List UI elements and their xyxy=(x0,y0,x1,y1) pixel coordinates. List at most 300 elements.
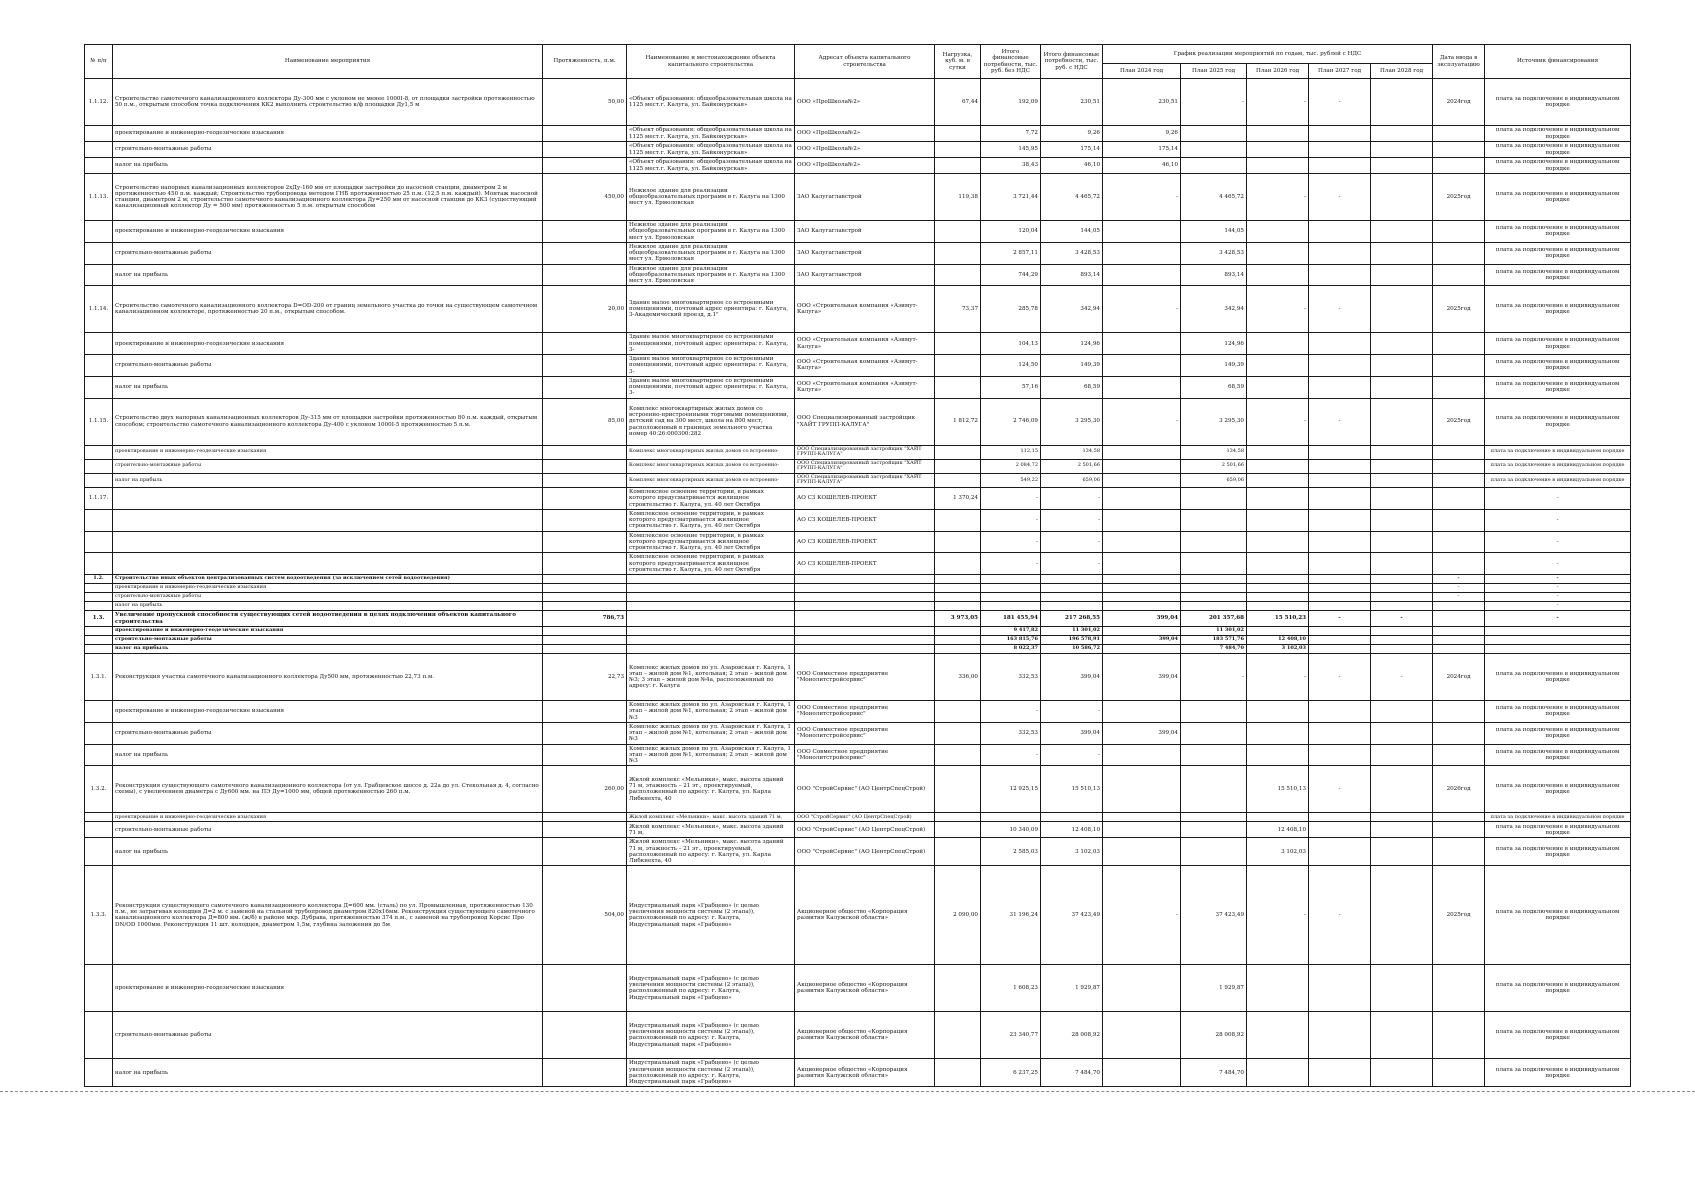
row-plan-2026: - xyxy=(1247,866,1309,965)
row-plan-2028 xyxy=(1371,286,1433,333)
row-plan-2027 xyxy=(1309,813,1371,822)
row-plan-2025 xyxy=(1181,584,1247,593)
row-length: 85,00 xyxy=(543,398,627,445)
row-funding-source: плата за подключение в индивидуальном порядке xyxy=(1485,459,1631,473)
row-total-vat: 399,04 xyxy=(1041,722,1103,744)
row-plan-2024 xyxy=(1103,1012,1181,1059)
row-commission-date: 2026год xyxy=(1433,766,1485,813)
row-plan-2025: 1 929,87 xyxy=(1181,965,1247,1012)
row-address xyxy=(795,645,935,654)
row-funding-source: плата за подключение в индивидуальном порядке xyxy=(1485,654,1631,701)
row-length: 450,00 xyxy=(543,174,627,221)
row-commission-date xyxy=(1433,158,1485,174)
row-plan-2025: 144,05 xyxy=(1181,221,1247,243)
row-plan-2028 xyxy=(1371,509,1433,531)
row-funding-source: плата за подключение в индивидуальном порядке xyxy=(1485,174,1631,221)
row-object: Индустриальный парк «Грабцево» (с целью увеличения мощности системы (2 этапа)), расположенный по адресу: г. Калуга, Индустриальный парк «Грабцево» xyxy=(627,1012,795,1059)
header-length: Протяженность, п.м. xyxy=(543,45,627,79)
row-commission-date xyxy=(1433,488,1485,510)
row-funding-source: - xyxy=(1485,509,1631,531)
row-total-no-vat: 124,50 xyxy=(981,355,1041,377)
row-activity-name: строительно-монтажные работы xyxy=(113,459,543,473)
row-plan-2026 xyxy=(1247,701,1309,723)
row-total-vat: 217 268,55 xyxy=(1041,611,1103,627)
row-object: Комплексное освоение территории, в рамках которого предусматривается жилищное строительство г. Калуга, ул. 40 лет Октября xyxy=(627,531,795,553)
table-row xyxy=(85,838,1631,866)
row-commission-date xyxy=(1433,627,1485,636)
row-plan-2028 xyxy=(1371,264,1433,286)
row-total-no-vat: 744,29 xyxy=(981,264,1041,286)
row-plan-2026 xyxy=(1247,593,1309,602)
row-plan-2025 xyxy=(1181,722,1247,744)
row-activity-name: Реконструкция существующего самотечного канализационного коллектора Д=600 мм. (сталь) по ул. Промышленная, протяженностью 130 п.м., не затрагивая колодцев Д=2 м. с заменой на стальной трубопровод диаметром 820х16мм. Реконструкция существующего самотечного канализационного коллектора Д=800 мм. (ж/б) в районе мкр. Дубрава, протяженностью 374 п.м., с заменой на трубопровод Корсис Про DN/OD 1000мм. Реконструкция 11 шт. колодцев, диаметром 1,5м, глубина заложения до 5м xyxy=(113,866,543,965)
row-plan-2024 xyxy=(1103,584,1181,593)
row-total-no-vat: 6 237,25 xyxy=(981,1059,1041,1087)
row-plan-2025 xyxy=(1181,158,1247,174)
row-funding-source: плата за подключение в индивидуальном порядке xyxy=(1485,333,1631,355)
row-funding-source: - xyxy=(1485,488,1631,510)
table-row xyxy=(85,636,1631,645)
row-plan-2027 xyxy=(1309,1059,1371,1087)
row-plan-2028 xyxy=(1371,584,1433,593)
row-object: Комплексное освоение территории, в рамках которого предусматривается жилищное строительство г. Калуга, ул. 40 лет Октября xyxy=(627,553,795,575)
table-row xyxy=(85,654,1631,701)
row-plan-2028 xyxy=(1371,459,1433,473)
row-plan-2026 xyxy=(1247,1012,1309,1059)
row-total-vat: 134,58 xyxy=(1041,445,1103,459)
row-object: Жилой комплекс «Мельники», макс. высота зданий 71 м, этажность – 21 эт., проектируемый, расположенный по адресу: г. Калуга, ул. Карла Либкнехта, 40 xyxy=(627,838,795,866)
row-object xyxy=(627,575,795,584)
row-plan-2028 xyxy=(1371,866,1433,965)
row-number xyxy=(85,355,113,377)
row-plan-2026: - xyxy=(1247,174,1309,221)
row-object: Нежилое здание для реализации общеобразовательных программ в г. Калуга на 1300 мест ул. Ермоловская xyxy=(627,242,795,264)
row-address xyxy=(795,593,935,602)
row-plan-2027 xyxy=(1309,1012,1371,1059)
row-total-vat: 3 428,53 xyxy=(1041,242,1103,264)
row-object xyxy=(627,636,795,645)
row-plan-2024 xyxy=(1103,838,1181,866)
row-address: Акционерное общество «Корпорация развития Калужской области» xyxy=(795,965,935,1012)
row-total-vat: 28 008,92 xyxy=(1041,1012,1103,1059)
row-load xyxy=(935,242,981,264)
row-plan-2024 xyxy=(1103,459,1181,473)
row-commission-date xyxy=(1433,611,1485,627)
row-object: Комплекс многоквартирных жилых домов со встроенно- xyxy=(627,445,795,459)
row-length xyxy=(543,722,627,744)
row-funding-source: - xyxy=(1485,553,1631,575)
row-plan-2027 xyxy=(1309,627,1371,636)
row-plan-2024 xyxy=(1103,701,1181,723)
scan-edge-line xyxy=(0,1091,1695,1092)
header-name: Наименование мероприятия xyxy=(113,45,543,79)
row-activity-name xyxy=(113,509,543,531)
row-object: «Объект образования: общеобразовательная школа на 1125 мест.г. Калуга, ул. Байконурская» xyxy=(627,142,795,158)
row-load: 67,44 xyxy=(935,79,981,126)
row-total-vat xyxy=(1041,602,1103,611)
row-load xyxy=(935,1059,981,1087)
row-number xyxy=(85,142,113,158)
row-total-vat: - xyxy=(1041,744,1103,766)
row-activity-name: Строительство самотечного канализационного коллектора Ду-300 мм с уклоном не менее 1000I-8, от площадки застройки протяженностью 50 п.м., открытым способом точка подключения КК2 выполнить строительство к/ф площадки Ду1,5 м xyxy=(113,79,543,126)
row-plan-2028 xyxy=(1371,813,1433,822)
row-funding-source: плата за подключение в индивидуальном порядке xyxy=(1485,473,1631,487)
row-object: Нежилое здание для реализации общеобразовательных программ в г. Калуга на 1300 мест ул. Ермоловская xyxy=(627,221,795,243)
header-total-no-vat: Итого финансовые потребности, тыс. руб. без НДС xyxy=(981,45,1041,79)
row-activity-name: Строительство иных объектов централизованных систем водоотведения (за исключением сетей водоотведения) xyxy=(113,575,543,584)
row-number xyxy=(85,744,113,766)
row-plan-2028 xyxy=(1371,142,1433,158)
row-plan-2026 xyxy=(1247,126,1309,142)
row-plan-2026 xyxy=(1247,333,1309,355)
table-row xyxy=(85,701,1631,723)
row-number xyxy=(85,1059,113,1087)
row-funding-source: плата за подключение в индивидуальном порядке xyxy=(1485,1012,1631,1059)
row-plan-2026 xyxy=(1247,813,1309,822)
row-length xyxy=(543,142,627,158)
row-length xyxy=(543,264,627,286)
row-plan-2026 xyxy=(1247,584,1309,593)
row-plan-2024 xyxy=(1103,264,1181,286)
row-plan-2027 xyxy=(1309,264,1371,286)
row-length xyxy=(543,636,627,645)
table-row xyxy=(85,593,1631,602)
row-plan-2024: 230,51 xyxy=(1103,79,1181,126)
row-total-vat: - xyxy=(1041,488,1103,510)
row-commission-date xyxy=(1433,221,1485,243)
row-plan-2025 xyxy=(1181,838,1247,866)
row-commission-date xyxy=(1433,509,1485,531)
row-length xyxy=(543,333,627,355)
row-plan-2025: 659,06 xyxy=(1181,473,1247,487)
row-total-no-vat: 192,09 xyxy=(981,79,1041,126)
row-plan-2027: - xyxy=(1309,286,1371,333)
row-plan-2024 xyxy=(1103,627,1181,636)
row-number xyxy=(85,376,113,398)
row-plan-2025: 134,58 xyxy=(1181,445,1247,459)
row-plan-2028 xyxy=(1371,79,1433,126)
row-object: Нежилое здание для реализации общеобразовательных программ в г. Калуга на 1300 мест ул. Ермоловская xyxy=(627,264,795,286)
row-plan-2024 xyxy=(1103,1059,1181,1087)
row-commission-date xyxy=(1433,553,1485,575)
row-load xyxy=(935,602,981,611)
row-total-vat: 1 929,87 xyxy=(1041,965,1103,1012)
row-commission-date: 2025год xyxy=(1433,866,1485,965)
row-commission-date xyxy=(1433,744,1485,766)
row-activity-name: строительно-монтажные работы xyxy=(113,1012,543,1059)
row-activity-name: налог на прибыль xyxy=(113,645,543,654)
row-number xyxy=(85,126,113,142)
row-plan-2024 xyxy=(1103,531,1181,553)
row-number: 1.3.3. xyxy=(85,866,113,965)
row-load xyxy=(935,838,981,866)
row-length xyxy=(543,627,627,636)
row-address: ООО Совместное предприятие "Монолитстройсервис" xyxy=(795,654,935,701)
row-address: ООО Специализированный застройщик "ХАЙТ ГРУПП-КАЛУГА" xyxy=(795,445,935,459)
row-number xyxy=(85,221,113,243)
row-plan-2025: 4 465,72 xyxy=(1181,174,1247,221)
row-commission-date: 2025год xyxy=(1433,174,1485,221)
row-length xyxy=(543,488,627,510)
row-object xyxy=(627,611,795,627)
row-plan-2024 xyxy=(1103,488,1181,510)
row-length: 786,73 xyxy=(543,611,627,627)
row-address: ООО «Строительная компания «Азимут-Калуга» xyxy=(795,355,935,377)
row-commission-date: 2025год xyxy=(1433,398,1485,445)
row-object: Жилой комплекс «Мельники», макс. высота зданий 71 м, xyxy=(627,813,795,822)
table-body xyxy=(85,79,1631,1087)
row-plan-2027 xyxy=(1309,722,1371,744)
row-plan-2028 xyxy=(1371,126,1433,142)
row-total-no-vat: - xyxy=(981,744,1041,766)
row-total-vat: 342,94 xyxy=(1041,286,1103,333)
row-total-no-vat: - xyxy=(981,488,1041,510)
row-total-vat: 175,14 xyxy=(1041,142,1103,158)
row-number xyxy=(85,509,113,531)
row-total-no-vat: - xyxy=(981,531,1041,553)
row-plan-2027 xyxy=(1309,142,1371,158)
row-plan-2028 xyxy=(1371,376,1433,398)
row-load xyxy=(935,459,981,473)
row-plan-2026 xyxy=(1247,744,1309,766)
row-plan-2024: 9,26 xyxy=(1103,126,1181,142)
row-activity-name: проектирование и инженерно-геодезические изыскания xyxy=(113,333,543,355)
row-address xyxy=(795,636,935,645)
row-length xyxy=(543,965,627,1012)
row-address: ООО «ПроШкола№2» xyxy=(795,142,935,158)
row-plan-2026 xyxy=(1247,627,1309,636)
row-number: 1.1.17. xyxy=(85,488,113,510)
row-activity-name: проектирование и инженерно-геодезические изыскания xyxy=(113,813,543,822)
row-address xyxy=(795,584,935,593)
row-plan-2027: - xyxy=(1309,79,1371,126)
table-row xyxy=(85,722,1631,744)
row-object xyxy=(627,602,795,611)
row-total-vat: 10 586,72 xyxy=(1041,645,1103,654)
row-address: ООО Совместное предприятие "Монолитстройсервис" xyxy=(795,744,935,766)
row-total-no-vat: 112,15 xyxy=(981,445,1041,459)
row-plan-2026 xyxy=(1247,376,1309,398)
row-length xyxy=(543,126,627,142)
row-number xyxy=(85,1012,113,1059)
row-plan-2026: - xyxy=(1247,286,1309,333)
row-length xyxy=(543,473,627,487)
table-row xyxy=(85,333,1631,355)
row-object: Комплекс жилых домов по ул. Азаровская г. Калуга, 1 этап – жилой дом №1, котельная; 2 этап – жилой дом №3 xyxy=(627,701,795,723)
row-total-no-vat: 181 455,94 xyxy=(981,611,1041,627)
row-plan-2028 xyxy=(1371,965,1433,1012)
row-total-no-vat: 2 746,09 xyxy=(981,398,1041,445)
row-object: Комплекс жилых домов по ул. Азаровская г. Калуга, 1 этап – жилой дом №1, котельная; 2 этап – жилой дом №3 xyxy=(627,722,795,744)
row-load xyxy=(935,142,981,158)
row-funding-source xyxy=(1485,645,1631,654)
row-activity-name: налог на прибыль xyxy=(113,744,543,766)
row-number xyxy=(85,701,113,723)
row-load: 336,00 xyxy=(935,654,981,701)
row-funding-source: - xyxy=(1485,602,1631,611)
investment-plan-table xyxy=(84,44,1631,1087)
row-address: ООО Специализированный застройщик "ХАЙТ ГРУПП-КАЛУГА" xyxy=(795,473,935,487)
row-address: ЗАО Калугаглавстрой xyxy=(795,242,935,264)
row-commission-date: 2024год xyxy=(1433,79,1485,126)
table-row xyxy=(85,355,1631,377)
row-number xyxy=(85,333,113,355)
row-activity-name: строительно-монтажные работы xyxy=(113,593,543,602)
row-number: 1.2. xyxy=(85,575,113,584)
row-funding-source xyxy=(1485,627,1631,636)
row-number xyxy=(85,473,113,487)
row-commission-date xyxy=(1433,813,1485,822)
row-commission-date xyxy=(1433,722,1485,744)
row-funding-source: плата за подключение в индивидуальном порядке xyxy=(1485,813,1631,822)
table-row xyxy=(85,602,1631,611)
row-length xyxy=(543,813,627,822)
row-address xyxy=(795,611,935,627)
row-activity-name: строительно-монтажные работы xyxy=(113,636,543,645)
row-plan-2024 xyxy=(1103,766,1181,813)
table-row xyxy=(85,866,1631,965)
row-total-vat: 2 501,66 xyxy=(1041,459,1103,473)
row-object: Жилой комплекс «Мельники», макс. высота зданий 71 м, xyxy=(627,822,795,838)
row-commission-date xyxy=(1433,126,1485,142)
row-load xyxy=(935,766,981,813)
row-total-vat: 230,51 xyxy=(1041,79,1103,126)
row-activity-name: налог на прибыль xyxy=(113,1059,543,1087)
row-object: Комплекс многоквартирных жилых домов со встроенно- xyxy=(627,459,795,473)
row-object: Индустриальный парк «Грабцево» (с целью увеличения мощности системы (2 этапа)), расположенный по адресу: г. Калуга, Индустриальный парк «Грабцево» xyxy=(627,1059,795,1087)
row-length xyxy=(543,242,627,264)
row-load: 1 370,24 xyxy=(935,488,981,510)
table-row xyxy=(85,126,1631,142)
row-number xyxy=(85,158,113,174)
header-2026: План 2026 год xyxy=(1247,64,1309,79)
row-address: ООО Специализированный застройщик "ХАЙТ ГРУПП-КАЛУГА" xyxy=(795,398,935,445)
row-commission-date xyxy=(1433,636,1485,645)
row-funding-source: - xyxy=(1485,531,1631,553)
row-load xyxy=(935,744,981,766)
row-length: 50,00 xyxy=(543,79,627,126)
row-address xyxy=(795,575,935,584)
row-plan-2024: 399,04 xyxy=(1103,722,1181,744)
row-address: АО СЗ КОШЕЛЕВ-ПРОЕКТ xyxy=(795,488,935,510)
row-total-vat: 3 295,30 xyxy=(1041,398,1103,445)
row-number: 1.1.15. xyxy=(85,398,113,445)
row-length xyxy=(543,459,627,473)
row-load xyxy=(935,575,981,584)
row-funding-source: плата за подключение в индивидуальном порядке xyxy=(1485,838,1631,866)
table-row xyxy=(85,509,1631,531)
row-plan-2024 xyxy=(1103,645,1181,654)
row-plan-2025 xyxy=(1181,509,1247,531)
row-total-no-vat: 57,16 xyxy=(981,376,1041,398)
row-total-vat: 149,39 xyxy=(1041,355,1103,377)
row-plan-2025: 2 501,66 xyxy=(1181,459,1247,473)
row-length xyxy=(543,584,627,593)
row-activity-name: Реконструкция участка самотечного канализационного коллектора Ду500 мм, протяженностью 22,73 п.м. xyxy=(113,654,543,701)
row-plan-2027 xyxy=(1309,509,1371,531)
row-plan-2025: 28 008,92 xyxy=(1181,1012,1247,1059)
row-funding-source: плата за подключение в индивидуальном порядке xyxy=(1485,142,1631,158)
table-row xyxy=(85,766,1631,813)
row-load xyxy=(935,473,981,487)
row-number xyxy=(85,584,113,593)
table-row xyxy=(85,1059,1631,1087)
row-total-vat: - xyxy=(1041,531,1103,553)
row-activity-name: строительно-монтажные работы xyxy=(113,722,543,744)
row-funding-source: плата за подключение в индивидуальном порядке xyxy=(1485,1059,1631,1087)
row-plan-2025: 149,39 xyxy=(1181,355,1247,377)
row-commission-date xyxy=(1433,142,1485,158)
row-load xyxy=(935,1012,981,1059)
row-activity-name: проектирование и инженерно-геодезические изыскания xyxy=(113,221,543,243)
row-activity-name: Строительство самотечного канализационного коллектора D=ОD-200 от границ земельного участка до точки на существующем самотечном канализационном коллекторе, протяженностью 20 п.м., открытым способом. xyxy=(113,286,543,333)
row-number xyxy=(85,822,113,838)
row-commission-date xyxy=(1433,1012,1485,1059)
table-row xyxy=(85,1012,1631,1059)
row-load xyxy=(935,553,981,575)
row-total-no-vat: 104,13 xyxy=(981,333,1041,355)
table-row xyxy=(85,264,1631,286)
row-plan-2024 xyxy=(1103,744,1181,766)
row-funding-source: плата за подключение в индивидуальном порядке xyxy=(1485,264,1631,286)
table-row xyxy=(85,376,1631,398)
row-length xyxy=(543,822,627,838)
row-commission-date xyxy=(1433,333,1485,355)
row-commission-date: - xyxy=(1433,575,1485,584)
row-plan-2027 xyxy=(1309,355,1371,377)
row-commission-date: 2024год xyxy=(1433,654,1485,701)
row-funding-source: плата за подключение в индивидуальном порядке xyxy=(1485,79,1631,126)
row-length xyxy=(543,509,627,531)
row-plan-2026: 12 408,10 xyxy=(1247,636,1309,645)
header-num: № п/п xyxy=(85,45,113,79)
row-plan-2025 xyxy=(1181,813,1247,822)
header-2024: План 2024 год xyxy=(1103,64,1181,79)
row-funding-source: плата за подключение в индивидуальном порядке xyxy=(1485,445,1631,459)
row-plan-2024: 399,04 xyxy=(1103,654,1181,701)
row-activity-name: строительно-монтажные работы xyxy=(113,242,543,264)
row-total-no-vat: - xyxy=(981,701,1041,723)
row-plan-2027 xyxy=(1309,126,1371,142)
row-plan-2024 xyxy=(1103,822,1181,838)
row-plan-2025: 342,94 xyxy=(1181,286,1247,333)
row-number xyxy=(85,593,113,602)
row-number xyxy=(85,459,113,473)
row-plan-2025 xyxy=(1181,822,1247,838)
row-plan-2028 xyxy=(1371,398,1433,445)
table-row xyxy=(85,627,1631,636)
header-address: Адресат объекта капитального строительства xyxy=(795,45,935,79)
row-address: АО СЗ КОШЕЛЕВ-ПРОЕКТ xyxy=(795,553,935,575)
row-load xyxy=(935,593,981,602)
row-object: Комплексное освоение территории, в рамках которого предусматривается жилищное строительство г. Калуга, ул. 40 лет Октября xyxy=(627,509,795,531)
row-commission-date xyxy=(1433,531,1485,553)
row-plan-2026 xyxy=(1247,509,1309,531)
row-commission-date: 2025год xyxy=(1433,286,1485,333)
row-load xyxy=(935,531,981,553)
row-plan-2028 xyxy=(1371,701,1433,723)
row-plan-2027 xyxy=(1309,531,1371,553)
row-load: 73,37 xyxy=(935,286,981,333)
row-plan-2024: 46,10 xyxy=(1103,158,1181,174)
table-row xyxy=(85,611,1631,627)
row-funding-source: плата за подключение в индивидуальном порядке xyxy=(1485,221,1631,243)
row-activity-name: проектирование и инженерно-геодезические изыскания xyxy=(113,965,543,1012)
row-length xyxy=(543,445,627,459)
row-load: 3 973,05 xyxy=(935,611,981,627)
table-row xyxy=(85,221,1631,243)
row-total-vat: 3 102,03 xyxy=(1041,838,1103,866)
